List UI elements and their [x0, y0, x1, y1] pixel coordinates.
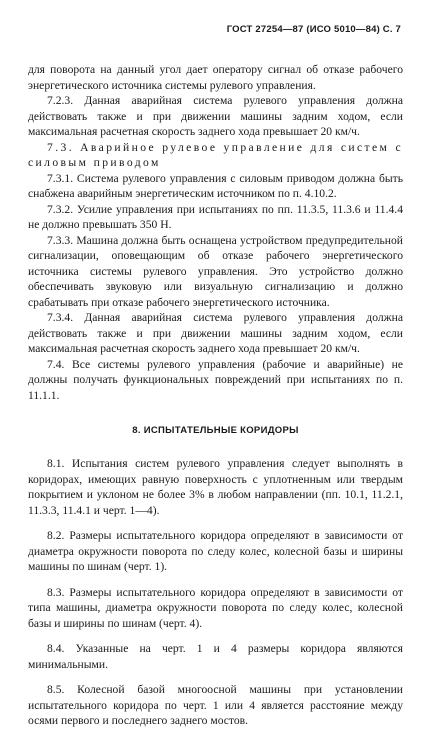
paragraph-8-5: 8.5. Колесной базой многоосной машины при установлении испытательного коридора по черт. 1 или 4 является расстояние между осями первого и последнего заднего мостов.: [28, 683, 403, 727]
paragraph-7-2-3: 7.2.3. Данная аварийная система рулевого управления должна действовать также и при движении машины задним ходом, если максимальная расчетная скорость заднего хода превышает 20 км/ч.: [28, 94, 403, 138]
page-body: [28, 62, 403, 729]
page-header: ГОСТ 27254—87 (ИСО 5010—84) С. 7: [226, 24, 401, 35]
subsection-heading-7-3: 7.3. Аварийное рулевое управление для систем с силовым приводом: [28, 140, 403, 169]
paragraph-7-4: 7.4. Все системы рулевого управления (рабочие и аварийные) не должны получать функциональных повреждений при испытаниях по п. 11.1.1.: [28, 357, 403, 402]
paragraph-7-3-3: 7.3.3. Машина должна быть оснащена устройством предупредительной сигнализации, оповещающим об отказе рабочего энергетического источника системы рулевого управления. Это устройство должно обеспечивать звуковую или визуальную сигнализацию и должно срабатывать при отказе рабочего энергетического источника.: [28, 233, 403, 309]
paragraph-8-1: 8.1. Испытания систем рулевого управления следует выполнять в коридорах, имеющих равную поверхность с уплотненным или твердым покрытием и уклоном не более 3% в любом направлении (пп. 10.1, 11.2.1, 11.3.3, 11.4.1 и черт. 1—4).: [28, 457, 403, 517]
paragraph-7-3-1: 7.3.1. Система рулевого управления с силовым приводом должна быть снабжена аварийным энергетическим источником по п. 4.10.2.: [28, 171, 403, 200]
paragraph-7-3-4: 7.3.4. Данная аварийная система рулевого управления должна действовать также и при движении машины задним ходом, если максимальная расчетная скорость заднего хода превышает 20 км/ч.: [28, 311, 403, 355]
paragraph-8-4: 8.4. Указанные на черт. 1 и 4 размеры коридора являются минимальными.: [28, 642, 403, 671]
paragraph-7-3-2: 7.3.2. Усилие управления при испытаниях по пп. 11.3.5, 11.3.6 и 11.4.4 не должно превышать 350 Н.: [28, 202, 403, 231]
section-title: 8. ИСПЫТАТЕЛЬНЫЕ КОРИДОРЫ: [132, 425, 299, 436]
paragraph-8-2: 8.2. Размеры испытательного коридора определяют в зависимости от диаметра окружности поворота по следу колес, колесной базы и ширины машины по шинам (черт. 1).: [28, 529, 403, 573]
paragraph-8-3: 8.3. Размеры испытательного коридора определяют в зависимости от типа машины, диаметра окружности поворота по следу колес, колесной базы и ширины по шинам (черт. 4).: [28, 585, 403, 630]
paragraph-continuation: для поворота на данный угол дает оператору сигнал об отказе рабочего энергетического источника системы рулевого управления.: [28, 63, 403, 92]
